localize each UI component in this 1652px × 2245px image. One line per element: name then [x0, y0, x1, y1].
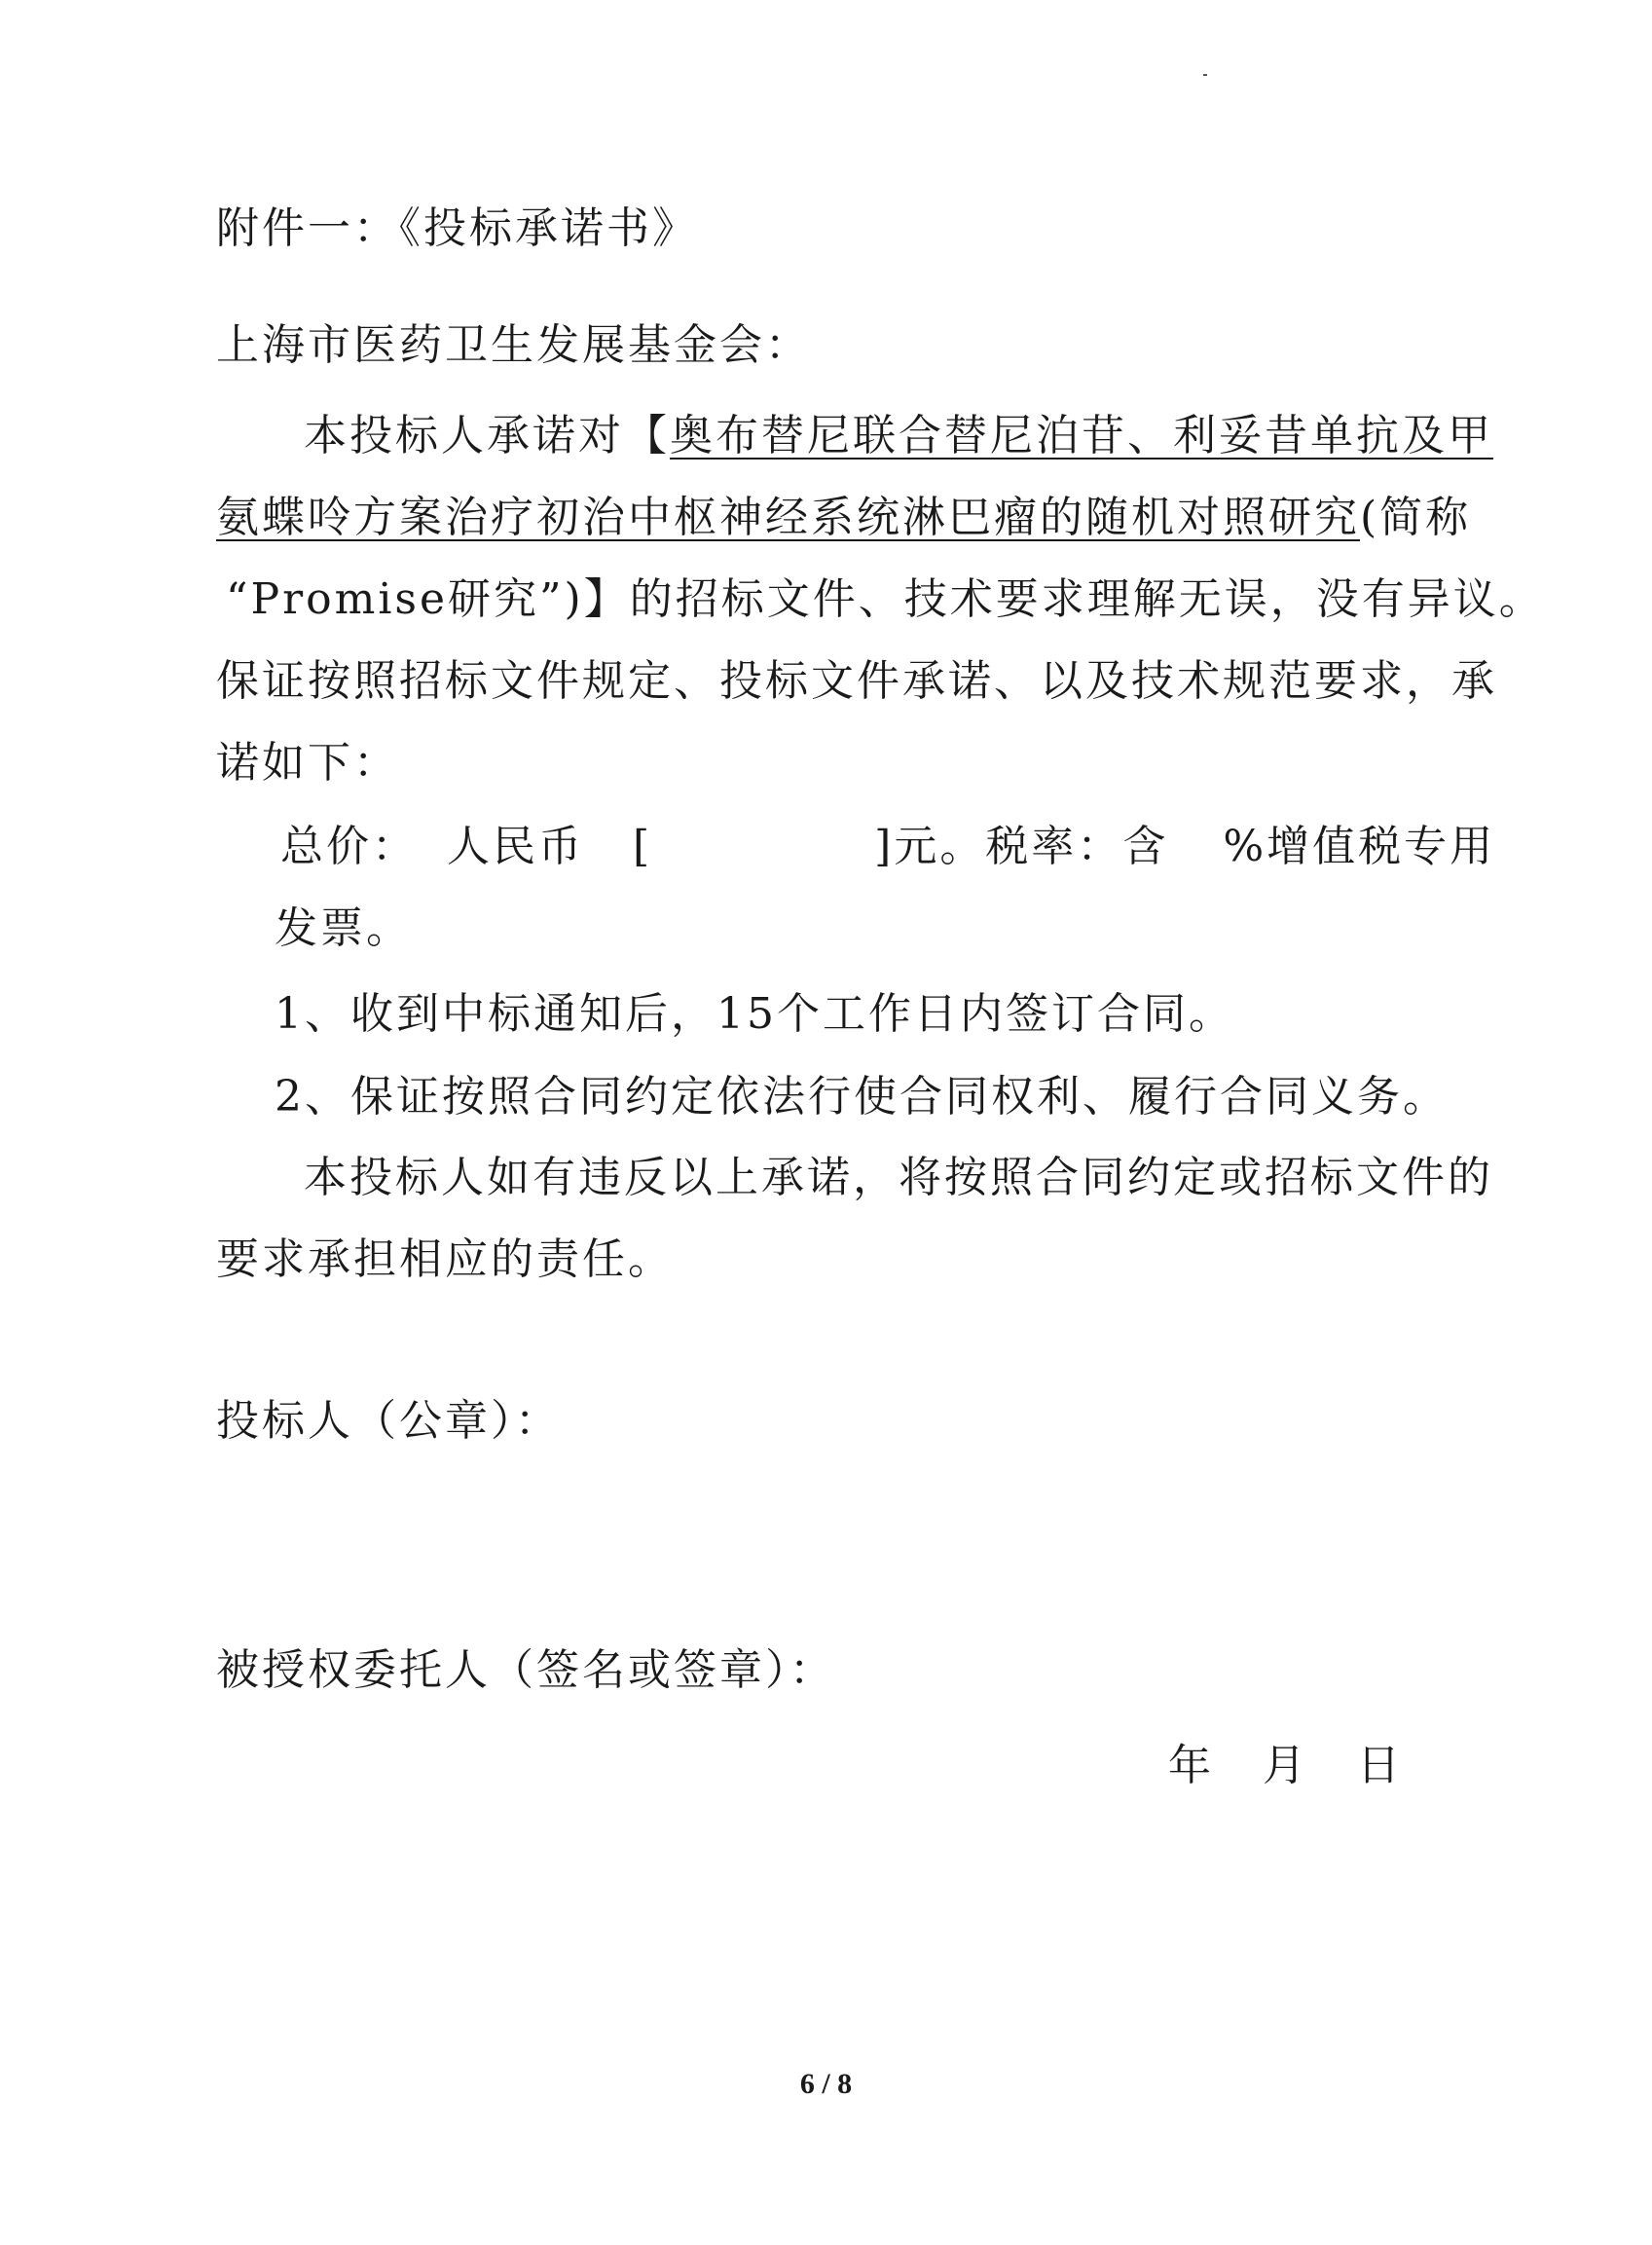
price-line-2: 发票。: [275, 903, 412, 953]
commitment-prefix: 本投标人承诺对: [304, 411, 624, 460]
commitment-item-1: 1、收到中标通知后，15个工作日内签订合同。: [275, 989, 1234, 1039]
price-label: 总价：: [280, 822, 418, 871]
bidder-seal-label: 投标人（公章）：: [216, 1396, 561, 1446]
abbreviation-prefix: (简称: [1360, 493, 1472, 542]
project-name-part-1: 奥布替尼联合替尼泊苷、利妥昔单抗及甲: [670, 411, 1493, 460]
commitment-line-5: 诺如下：: [216, 738, 399, 788]
date-month: 月: [1263, 1741, 1308, 1790]
commitment-line-3: “Promise研究”)】的招标文件、技术要求理解无误，没有异议。: [226, 574, 1545, 624]
commitment-line-2: [216, 489, 1471, 547]
price-currency: 人民币: [447, 822, 584, 871]
tax-suffix: %增值税专用: [1223, 822, 1496, 871]
project-name-part-2: 氨蝶呤方案治疗初治中枢神经系统淋巴瘤的随机对照研究: [216, 493, 1360, 542]
addressee: 上海市医药卫生发展基金会：: [216, 320, 811, 370]
closing-line-2: 要求承担相应的责任。: [216, 1234, 674, 1284]
price-bracket-open: [: [633, 822, 653, 871]
date-line: [1168, 1737, 1403, 1795]
date-year: 年: [1168, 1741, 1214, 1790]
closing-line-1: 本投标人如有违反以上承诺，将按照合同约定或招标文件的: [304, 1153, 1493, 1202]
page-number: 6 / 8: [799, 2068, 853, 2100]
commitment-item-2: 2、保证按照合同约定依法行使合同权利、履行合同义务。: [275, 1072, 1449, 1122]
open-bracket: 【: [624, 411, 670, 460]
attachment-title: 附件一：《投标承诺书》: [216, 203, 698, 253]
commitment-line-4: 保证按照招标文件规定、投标文件承诺、以及技术规范要求，承: [216, 656, 1497, 706]
date-day: 日: [1357, 1741, 1403, 1790]
price-bracket-close: ]元。税率：含: [874, 822, 1169, 871]
scan-speck: [1203, 74, 1207, 76]
authorized-signature-label: 被授权委托人（签名或签章）：: [216, 1645, 835, 1695]
commitment-line-1: [304, 407, 1493, 465]
total-price-line: [280, 818, 1495, 876]
